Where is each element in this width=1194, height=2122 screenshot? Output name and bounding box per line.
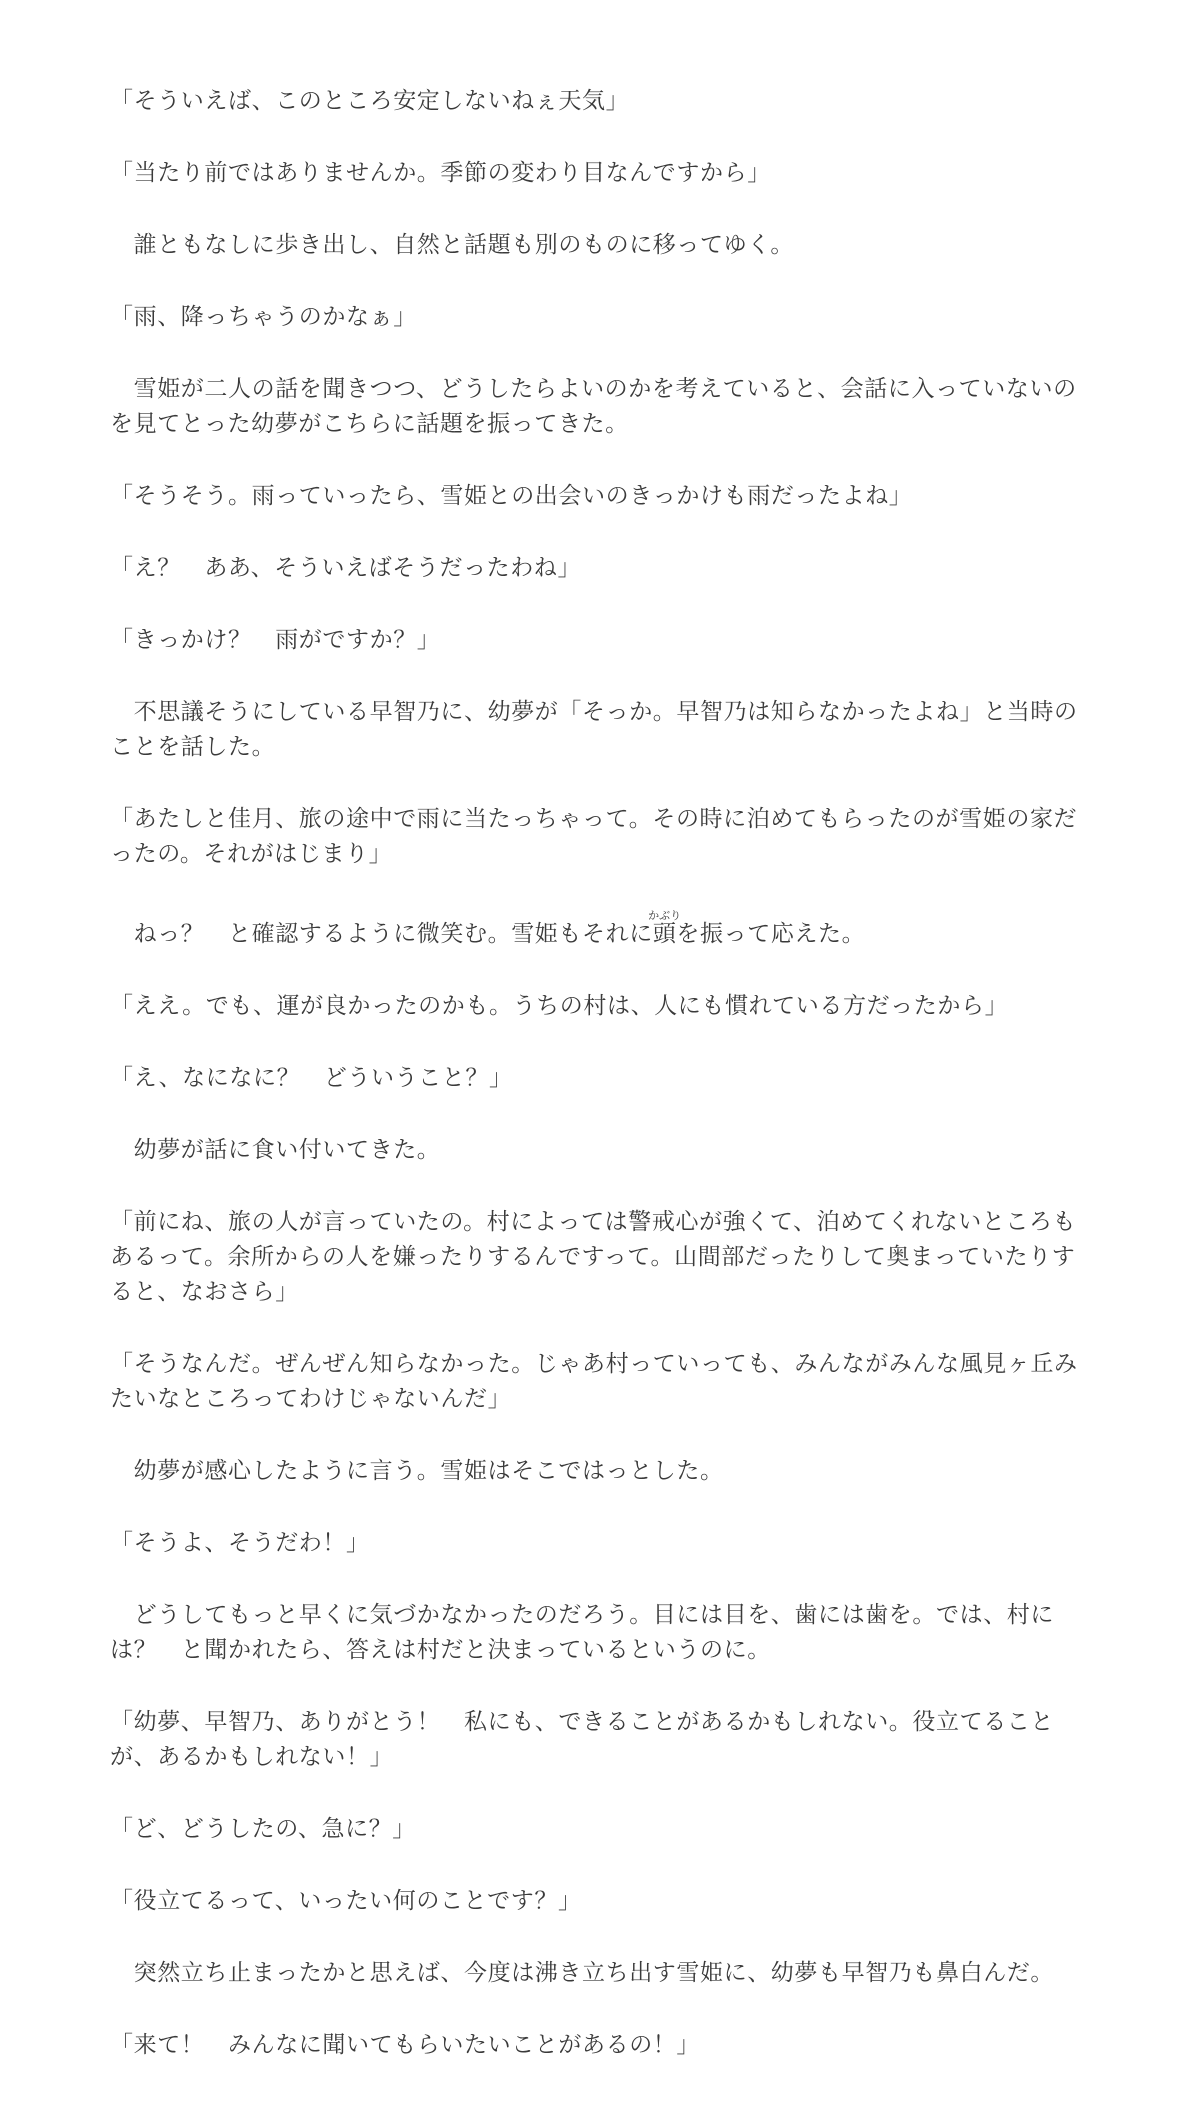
- dialogue-line: 「雨、降っちゃうのかなぁ」: [110, 304, 417, 330]
- dialogue-line: 「きっかけ？ 雨がですか？」: [110, 627, 441, 653]
- narration-paragraph: 幼夢が話に食い付いてきた。: [110, 1137, 441, 1163]
- dialogue-line: 「ええ。でも、運が良かったのかも。うちの村は、人にも慣れている方だったから」: [110, 993, 1009, 1019]
- ruby-line-after: を振って応えた。: [676, 921, 866, 947]
- narration-paragraph: 幼夢が感心したように言う。雪姫はそこではっとした。: [110, 1458, 724, 1484]
- dialogue-line: 「そういえば、このところ安定しないねぇ天気」: [110, 88, 630, 114]
- dialogue-line: 「ど、どうしたの、急に？」: [110, 1816, 416, 1842]
- ruby-reading: かぶり: [648, 909, 682, 922]
- dialogue-line: 「前にね、旅の人が言っていたの。村によっては警戒心が強くて、泊めてくれないところもあるって。余所からの人を嫌ったりするんですって。山間部だったりして奥まっていたりすると、なおさら」: [110, 1209, 1077, 1305]
- story-text: [110, 84, 1086, 2100]
- dialogue-line: 「あたしと佳月、旅の途中で雨に当たっちゃって。その時に泊めてもらったのが雪姫の家だったの。それがはじまり」: [110, 806, 1078, 867]
- narration-paragraph-with-ruby: [110, 909, 1086, 952]
- narration-paragraph: どうしてもっと早くに気づかなかったのだろう。目には目を、歯には歯を。では、村には？ と聞かれたら、答えは村だと決まっているというのに。: [110, 1602, 1054, 1663]
- furigana-ruby: [648, 909, 682, 947]
- dialogue-line: 「え、なになに？ どういうこと？」: [110, 1065, 513, 1091]
- dialogue-line: 「そうそう。雨っていったら、雪姫との出会いのきっかけも雨だったよね」: [110, 483, 913, 509]
- dialogue-line: 「え？ ああ、そういえばそうだったわね」: [110, 555, 582, 581]
- narration-paragraph: 突然立ち止まったかと思えば、今度は沸き立ち出す雪姫に、幼夢も早智乃も鼻白んだ。: [110, 1960, 1054, 1986]
- dialogue-line: 「役立てるって、いったい何のことです？」: [110, 1888, 582, 1914]
- dialogue-line: 「そうなんだ。ぜんぜん知らなかった。じゃあ村っていっても、みんながみんな風見ヶ丘みたいなところってわけじゃないんだ」: [110, 1351, 1078, 1412]
- dialogue-line: 「来て！ みんなに聞いてもらいたいことがあるの！」: [110, 2032, 700, 2058]
- ruby-base: 頭: [648, 921, 682, 947]
- narration-paragraph: 雪姫が二人の話を聞きつつ、どうしたらよいのかを考えていると、会話に入っていないのを見てとった幼夢がこちらに話題を振ってきた。: [110, 376, 1077, 437]
- narration-paragraph: 誰ともなしに歩き出し、自然と話題も別のものに移ってゆく。: [110, 232, 794, 258]
- dialogue-line: 「幼夢、早智乃、ありがとう！ 私にも、できることがあるかもしれない。役立てることが、あるかもしれない！」: [110, 1709, 1054, 1770]
- narration-paragraph: 不思議そうにしている早智乃に、幼夢が「そっか。早智乃は知らなかったよね」と当時のことを話した。: [110, 699, 1078, 760]
- dialogue-line: 「当たり前ではありませんか。季節の変わり目なんですから」: [110, 160, 771, 186]
- ruby-line-before: ねっ？ と確認するように微笑む。雪姫もそれに: [110, 921, 653, 947]
- dialogue-line: 「そうよ、そうだわ！」: [110, 1530, 370, 1556]
